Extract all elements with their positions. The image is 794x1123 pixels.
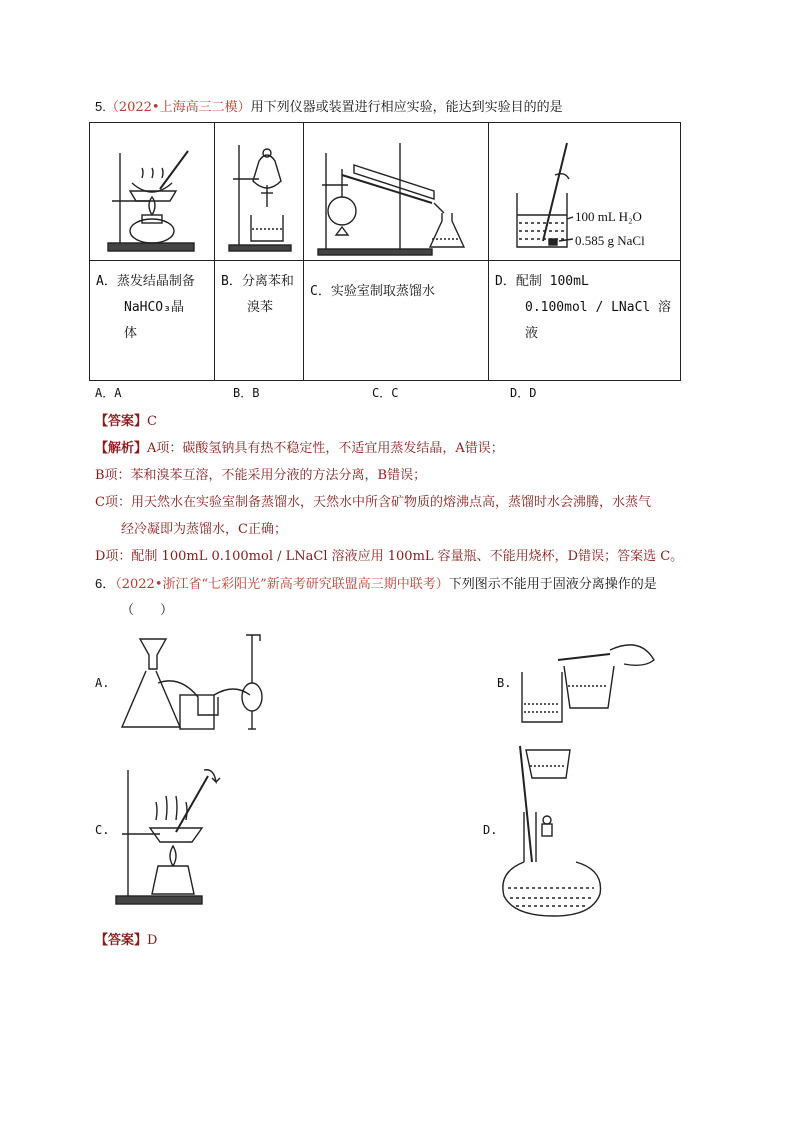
q5-analysis-tag: 【解析】 — [95, 441, 148, 456]
cell-a-line1: A．蒸发结晶制备 — [96, 274, 195, 289]
beaker-mass-label: 0.585 g NaCl — [575, 233, 645, 248]
choice-c: C．C — [372, 386, 399, 400]
q5-analysis-line-1 — [95, 437, 504, 456]
q5-source: （2022•上海高三二模） — [105, 100, 251, 115]
q5-stem: 用下列仪器或装置进行相应实验，能达到实验目的的是 — [250, 100, 563, 115]
q6-answer-value: D — [147, 933, 158, 948]
q5-analysis-line-4: 经冷凝即为蒸馏水，C正确； — [121, 522, 287, 537]
q5-answer — [95, 410, 157, 429]
q6-number: 6． — [95, 576, 116, 591]
q6-stem-line — [95, 573, 657, 592]
cell-d-label — [489, 261, 681, 381]
q6-answer — [95, 929, 157, 948]
evaporation-figure — [112, 760, 232, 910]
cell-a-line2: NaHCO₃晶 — [124, 300, 184, 315]
q6-option-c-label: C. — [95, 823, 110, 837]
cell-a-label — [90, 261, 215, 381]
q6-option-a-label: A. — [95, 676, 110, 690]
q5-stem-line — [95, 96, 563, 115]
q6-source: （2022•浙江省“七彩阳光”新高考研究联盟高三期中联考） — [115, 577, 449, 592]
evaporation-apparatus-figure — [90, 123, 214, 260]
q5-number: 5. — [95, 99, 106, 114]
q6-stem: 下列图示不能用于固液分离操作的是 — [448, 577, 657, 592]
cell-c-label — [304, 261, 489, 381]
cell-c-line1: C．实验室制取蒸馏水 — [310, 284, 435, 299]
choice-a: A．A — [95, 386, 122, 400]
separatory-funnel-figure — [215, 123, 303, 260]
cell-a-line3: 体 — [124, 326, 138, 341]
beaker-solution-figure — [489, 123, 680, 260]
cell-b-label — [215, 261, 304, 381]
q5-analysis-line-2: B项：苯和溴苯互溶，不能采用分液的方法分离，B错误； — [95, 468, 427, 483]
distillation-apparatus-figure — [304, 123, 488, 260]
q6-blank: （ ） — [121, 603, 174, 618]
q5-analysis-line-3: C项：用天然水在实验室制备蒸馏水，天然水中所含矿物质的熔沸点高，蒸馏时水会沸腾，水蒸气 — [95, 495, 651, 510]
q5-experiment-table — [89, 122, 681, 381]
volumetric-flask-transfer-figure — [498, 742, 608, 918]
cell-b-image — [215, 123, 304, 261]
cell-d-line2: 0.100mol / LNaCl 溶液 — [525, 300, 672, 341]
q6-answer-tag: 【答案】 — [95, 933, 148, 948]
cell-b-line2: 溴苯 — [247, 300, 274, 315]
q5-answer-tag: 【答案】 — [95, 414, 148, 429]
suction-filtration-figure — [118, 625, 278, 735]
choice-d: D．D — [510, 386, 537, 400]
q5-analysis-text-1: A项：碳酸氢钠具有热不稳定性，不适宜用蒸发结晶，A错误； — [147, 441, 504, 456]
cell-b-line1: B．分离苯和 — [221, 274, 294, 289]
cell-a-image — [90, 123, 215, 261]
beaker-volume-label: 100 mL H₂O — [575, 209, 642, 224]
choice-b: B．B — [233, 386, 260, 400]
cell-c-image — [304, 123, 489, 261]
decanting-figure — [518, 630, 658, 730]
cell-d-image — [489, 123, 681, 261]
cell-d-line1: D．配制 100mL — [495, 274, 589, 289]
q6-option-b-label: B. — [497, 676, 512, 690]
q5-analysis-line-5: D项：配制 100mL 0.100mol / LNaCl 溶液应用 100mL 容量瓶、不能用烧杯，D错误；答案选 C。 — [95, 549, 684, 564]
q6-option-d-label: D. — [483, 823, 498, 837]
q5-answer-value: C — [147, 414, 157, 429]
